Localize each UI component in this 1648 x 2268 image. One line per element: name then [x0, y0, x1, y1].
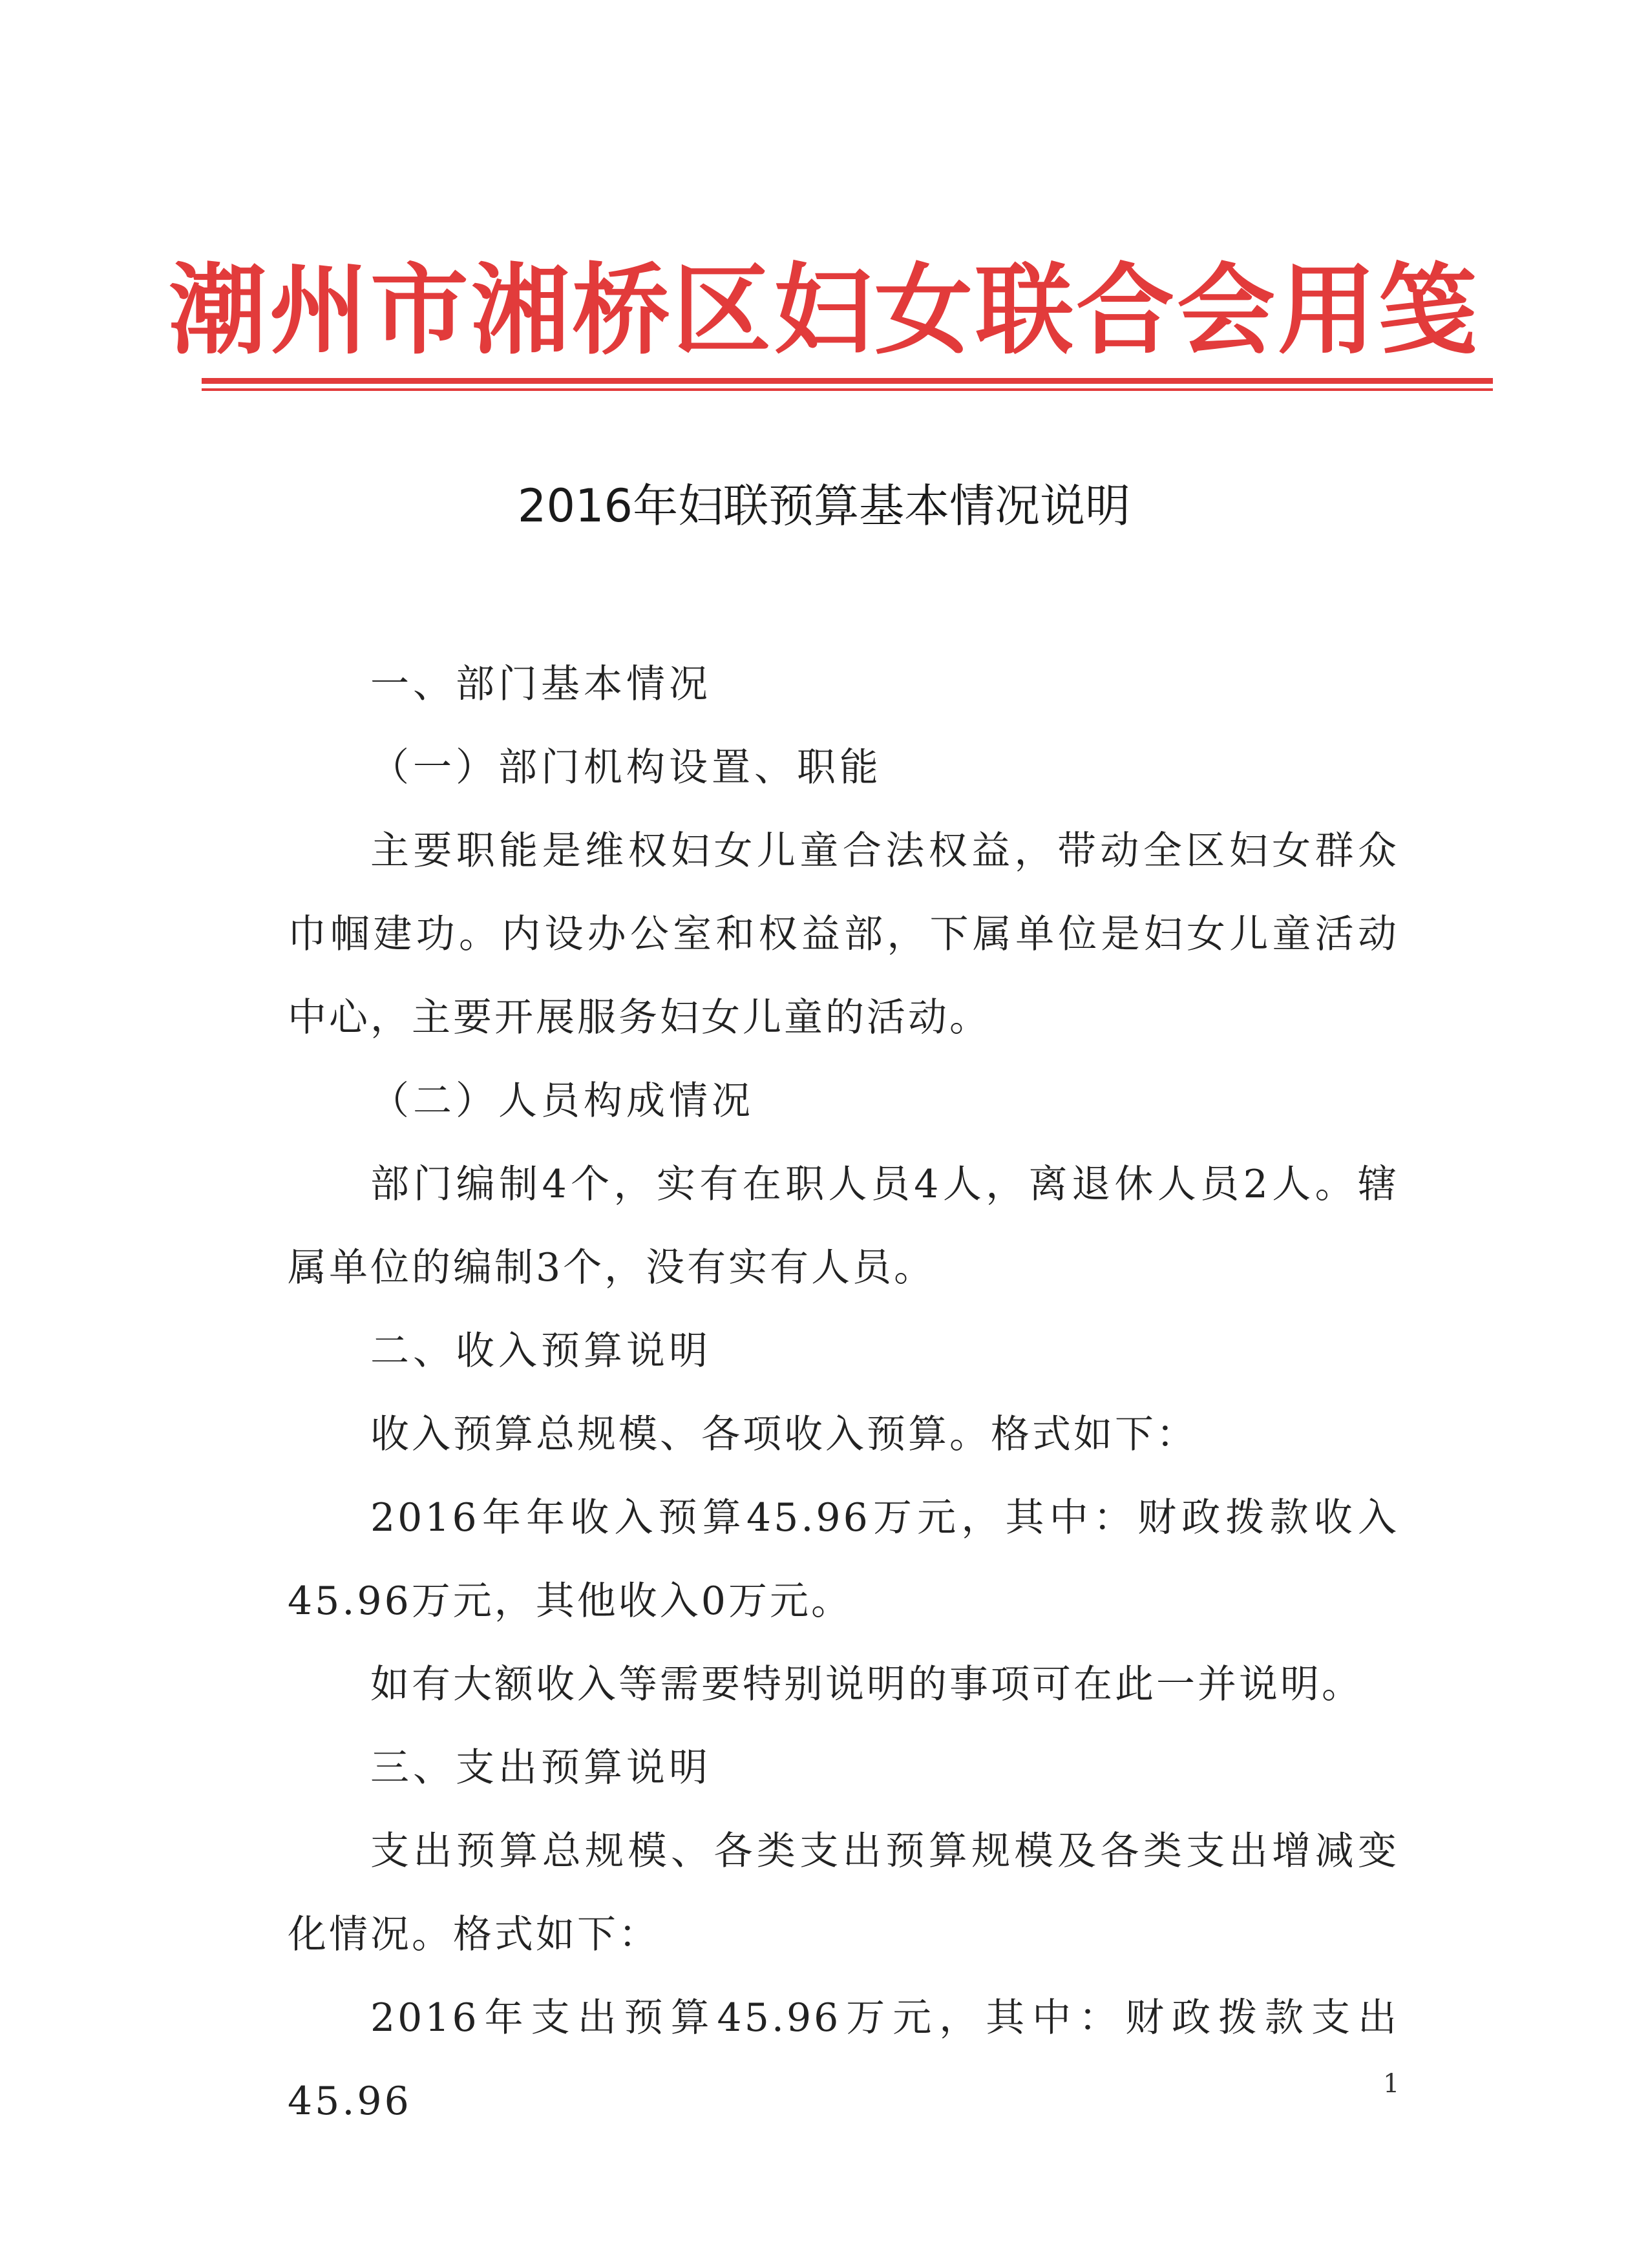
section-heading-income: 二、收入预算说明 [370, 1328, 712, 1374]
subsection-heading-staff: （二）人员构成情况 [370, 1078, 754, 1124]
page-number: 1 [1383, 2069, 1400, 2099]
letterhead-title: 潮州市湘桥区妇女联合会用笺 [169, 252, 1479, 368]
paragraph-functions: 主要职能是维权妇女儿童合法权益，带动全区妇女群众巾帼建功。内设办公室和权益部，下属单位是妇女儿童活动中心，主要开展服务妇女儿童的活动。 [288, 828, 1399, 1040]
letterhead-rule-thick [202, 378, 1493, 384]
document-body [288, 643, 1399, 2143]
paragraph-expenditure-format: 支出预算总规模、各类支出预算规模及各类支出增减变化情况。格式如下： [288, 1829, 1399, 1957]
subsection-heading-organization: （一）部门机构设置、职能 [370, 745, 882, 790]
section-heading-department: 一、部门基本情况 [370, 662, 712, 707]
paragraph-income-format: 收入预算总规模、各项收入预算。格式如下： [370, 1412, 1198, 1457]
letterhead-rule-thin [202, 388, 1493, 391]
paragraph-income-note: 如有大额收入等需要特别说明的事项可在此一并说明。 [370, 1662, 1363, 1707]
section-heading-expenditure: 三、支出预算说明 [370, 1745, 712, 1790]
paragraph-expenditure-amounts: 2016年支出预算45.96万元，其中：财政拨款支出45.96 [288, 1995, 1399, 2124]
document-title: 2016年妇联预算基本情况说明 [517, 479, 1131, 532]
paragraph-income-amounts: 2016年年收入预算45.96万元，其中：财政拨款收入45.96万元，其他收入0万元。 [288, 1495, 1399, 1624]
paragraph-staff: 部门编制4个，实有在职人员4人，离退休人员2人。辖属单位的编制3个，没有实有人员。 [288, 1162, 1399, 1290]
